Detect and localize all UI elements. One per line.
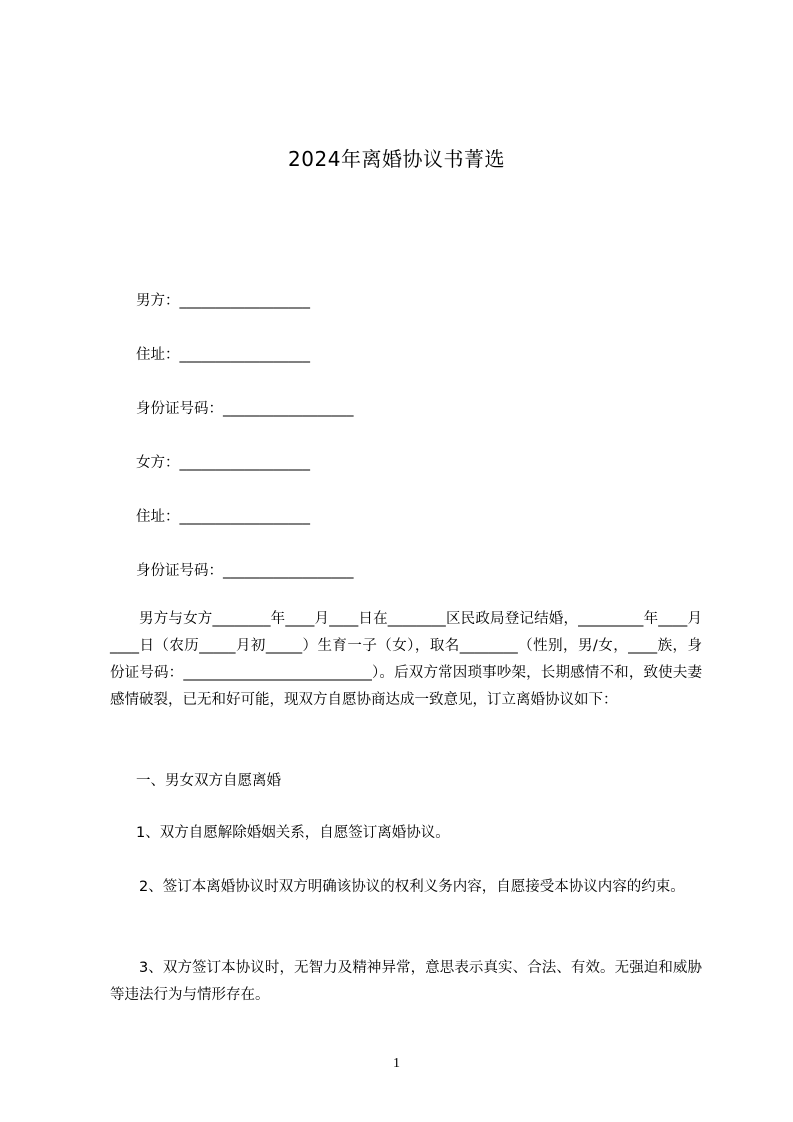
field-blank: __________________	[179, 347, 310, 363]
document-title: 2024年离婚协议书菁选	[288, 147, 505, 171]
page-number: 1	[393, 1056, 400, 1071]
field-blank: __________________	[179, 455, 310, 471]
clause-3: 3、双方签订本协议时，无智力及精神异常，意思表示真实、合法、有效。无强迫和威胁等违法行为与情形存在。	[110, 960, 702, 1003]
section-heading: 一、男女双方自愿离婚	[136, 773, 281, 789]
field-label: 男方：	[136, 293, 180, 309]
clause-2: 2、签订本离婚协议时双方明确该协议的权利义务内容，自愿接受本协议内容的约束。	[139, 879, 685, 895]
male-address-field	[136, 345, 310, 365]
field-label: 女方：	[136, 455, 180, 471]
field-label: 住址：	[136, 509, 180, 525]
female-party-field	[136, 453, 310, 473]
field-blank: __________________	[179, 509, 310, 525]
clause-1: 1、双方自愿解除婚姻关系，自愿签订离婚协议。	[136, 825, 450, 841]
intro-paragraph: 男方与女方________年____月____日在________区民政局登记结婚，_________年____月____日（农历_____月初_____）生育一子（女），取名________（性别，男/女，____族，身份证号码：__________________________）。后双方常因琐事吵架，长期感情不和，致使夫妻感情破裂，已无和好可能，现双方自愿协商达成一致意见，订立离婚协议如下：	[110, 611, 702, 708]
field-label: 身份证号码：	[136, 401, 223, 417]
field-blank: __________________	[179, 293, 310, 309]
field-label: 身份证号码：	[136, 563, 223, 579]
field-label: 住址：	[136, 347, 180, 363]
female-address-field	[136, 507, 310, 527]
male-id-field	[136, 399, 354, 419]
field-blank: __________________	[223, 401, 354, 417]
female-id-field	[136, 561, 354, 581]
male-party-field	[136, 291, 310, 311]
field-blank: __________________	[223, 563, 354, 579]
